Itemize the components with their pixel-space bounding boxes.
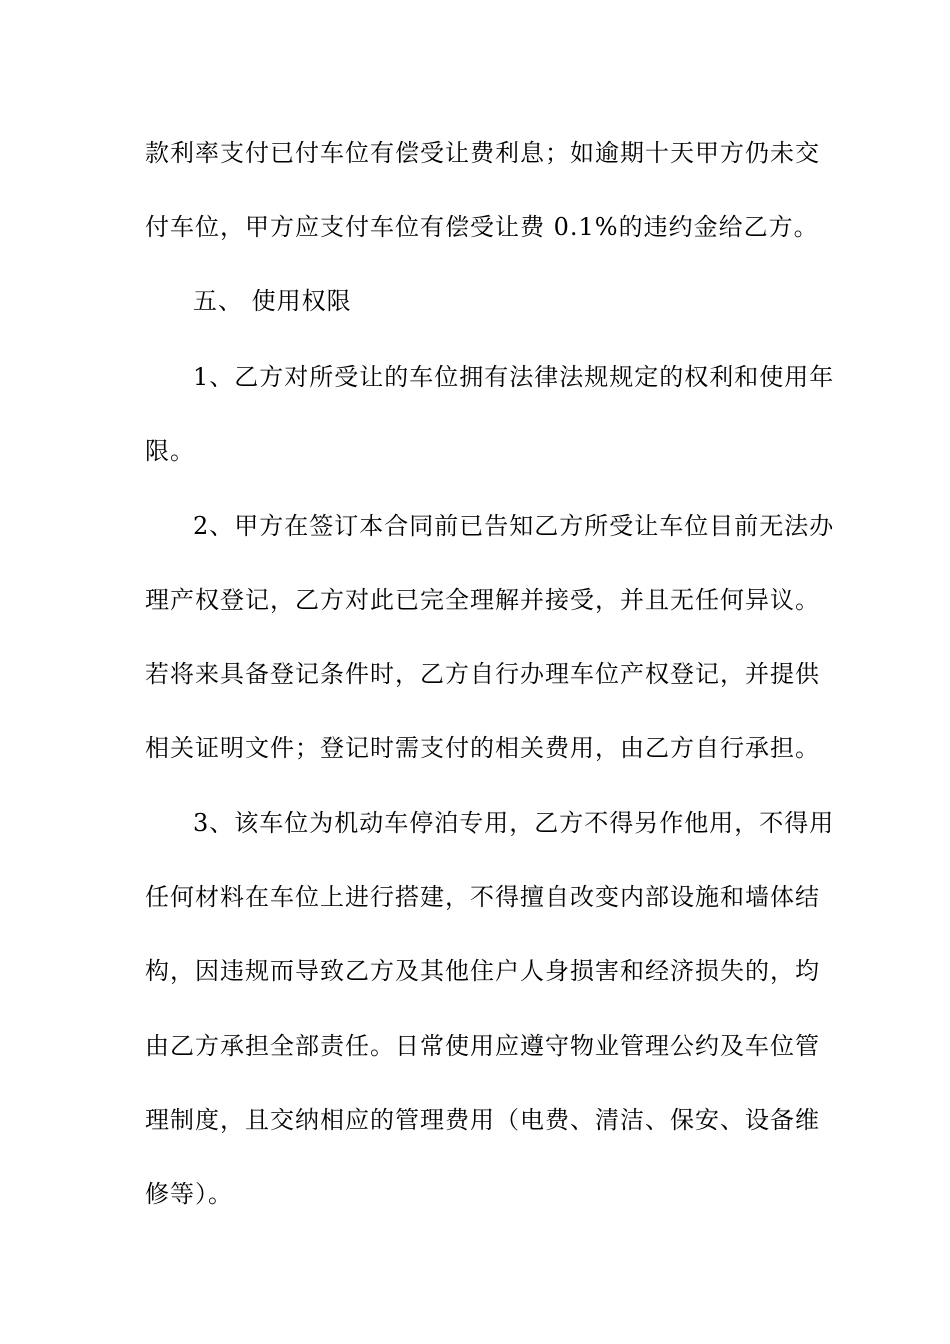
text-line-2: 付车位，甲方应支付车位有偿受让费 0.1%的违约金给乙方。 bbox=[145, 213, 819, 241]
clause-2-line-2: 理产权登记，乙方对此已完全理解并接受，并且无任何异议。 bbox=[145, 586, 820, 614]
clause-3-line-1: 3、该车位为机动车停泊专用，乙方不得另作他用，不得用 bbox=[193, 809, 835, 837]
clause-2-line-1: 2、甲方在签订本合同前已告知乙方所受让车位目前无法办 bbox=[193, 512, 835, 540]
clause-1-line-2: 限。 bbox=[145, 437, 195, 465]
section-heading-usage-rights: 五、 使用权限 bbox=[193, 287, 352, 315]
clause-3-line-4: 由乙方承担全部责任。日常使用应遵守物业管理公约及车位管 bbox=[145, 1032, 820, 1060]
clause-2-line-3: 若将来具备登记条件时，乙方自行办理车位产权登记，并提供 bbox=[145, 660, 820, 688]
clause-3-line-3: 构，因违规而导致乙方及其他住户人身损害和经济损失的，均 bbox=[145, 957, 820, 985]
clause-3-line-2: 任何材料在车位上进行搭建，不得擅自改变内部设施和墙体结 bbox=[145, 883, 820, 911]
clause-3-line-6: 修等）。 bbox=[145, 1180, 233, 1208]
clause-1-line-1: 1、乙方对所受让的车位拥有法律法规规定的权利和使用年 bbox=[193, 363, 835, 391]
text-line-1: 款利率支付已付车位有偿受让费利息；如逾期十天甲方仍未交 bbox=[145, 139, 820, 167]
clause-2-line-4: 相关证明文件；登记时需支付的相关费用，由乙方自行承担。 bbox=[145, 734, 820, 762]
clause-3-line-5: 理制度，且交纳相应的管理费用（电费、清洁、保安、设备维 bbox=[145, 1106, 820, 1134]
